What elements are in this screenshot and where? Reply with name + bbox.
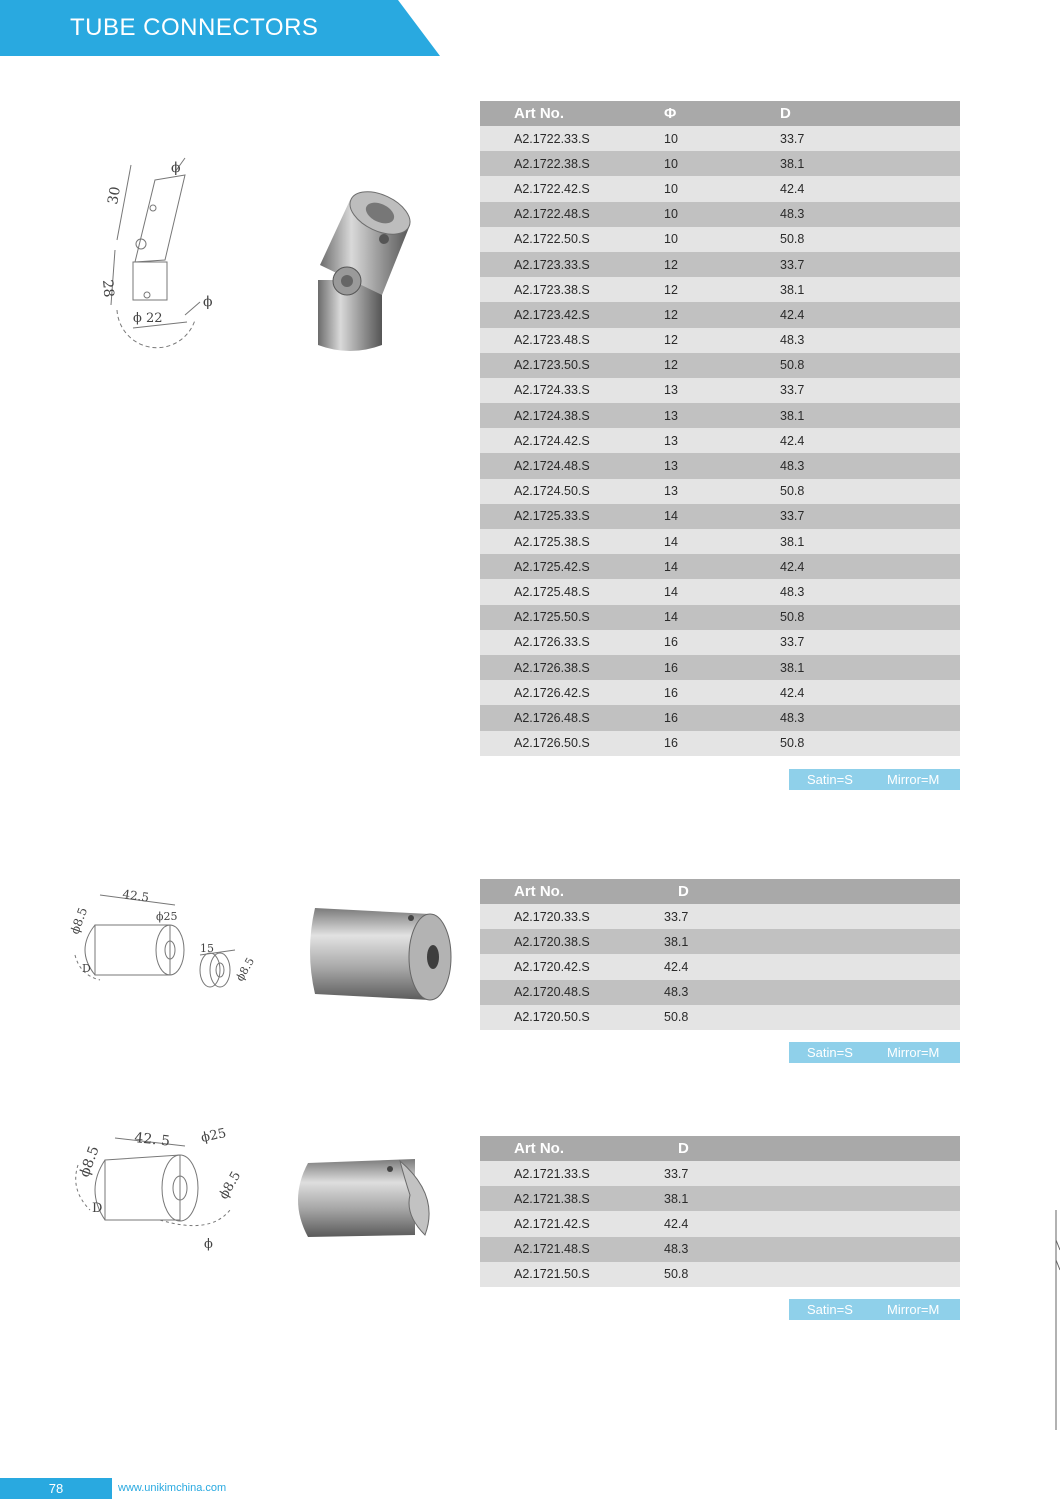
table-row [480,328,960,353]
d-cell: 48.3 [770,579,960,604]
art-no-cell: A2.1724.33.S [480,378,654,403]
swivel-connector-drawing [95,150,235,360]
d-cell: 38.1 [770,151,960,176]
phi-cell: 12 [654,252,770,277]
art-no-cell: A2.1723.38.S [480,277,654,302]
table-row [480,302,960,327]
finish-legend [789,1042,960,1063]
art-no-cell: A2.1723.50.S [480,353,654,378]
d-cell: 42.4 [770,176,960,201]
end-saddle-pin-dia: ϕ8.5 [216,1168,245,1202]
phi-cell: 13 [654,403,770,428]
d-cell: 38.1 [770,277,960,302]
table-row [480,655,960,680]
phi-cell: 10 [654,202,770,227]
col-header-art-no: Art No. [480,879,654,904]
finish-mirror: Mirror=M [887,1045,940,1060]
end-saddle-dia-a: ϕ8.5 [76,1144,103,1180]
art-no-cell: A2.1722.33.S [480,126,654,151]
d-cell: 33.7 [654,904,960,929]
art-no-cell: A2.1723.33.S [480,252,654,277]
art-no-cell: A2.1720.42.S [480,954,654,979]
page-title: TUBE CONNECTORS [70,14,319,41]
d-cell: 38.1 [770,655,960,680]
d-cell: 50.8 [654,1005,960,1030]
end-saddle-d-label: D [92,1201,103,1216]
table-row [480,1211,960,1236]
end-plug-length: 42.5 [121,887,150,905]
end-plug-photo [305,900,455,1010]
art-no-cell: A2.1720.33.S [480,904,654,929]
finish-satin: Satin=S [807,1302,853,1317]
end-saddle-phi: ϕ [204,1237,213,1252]
end-plug-drawing [60,880,280,1010]
spec-table-body [480,1161,960,1287]
spec-table-body [480,904,960,1030]
table-row [480,378,960,403]
swivel-tube-phi: ϕ [203,294,213,310]
phi-cell: 12 [654,302,770,327]
d-cell: 48.3 [654,1237,960,1262]
art-no-cell: A2.1725.38.S [480,529,654,554]
art-no-cell: A2.1725.33.S [480,504,654,529]
phi-cell: 14 [654,605,770,630]
footer-url[interactable]: www.unikimchina.com [118,1482,227,1494]
end-saddle-drawing [60,1120,260,1260]
d-cell: 33.7 [770,630,960,655]
phi-cell: 12 [654,353,770,378]
phi-cell: 14 [654,579,770,604]
phi-cell: 16 [654,630,770,655]
d-cell: 42.4 [770,680,960,705]
table-row [480,277,960,302]
art-no-cell: A2.1721.50.S [480,1262,654,1287]
col-header-phi: Φ [654,101,770,126]
art-no-cell: A2.1724.42.S [480,428,654,453]
end-saddle-length: 42. 5 [133,1130,171,1150]
art-no-cell: A2.1721.33.S [480,1161,654,1186]
table-row [480,705,960,730]
art-no-cell: A2.1720.50.S [480,1005,654,1030]
table-row [480,630,960,655]
d-cell: 50.8 [654,1262,960,1287]
phi-cell: 13 [654,378,770,403]
art-no-cell: A2.1726.38.S [480,655,654,680]
table-row [480,731,960,756]
swivel-length-top: 30 [105,185,125,206]
table-row [480,605,960,630]
phi-cell: 16 [654,680,770,705]
art-no-cell: A2.1726.42.S [480,680,654,705]
art-no-cell: A2.1724.50.S [480,479,654,504]
swivel-phi-label: ϕ [171,160,181,176]
phi-cell: 10 [654,227,770,252]
spec-table-end-saddle [480,1136,960,1287]
art-no-cell: A2.1723.48.S [480,328,654,353]
table-row [480,176,960,201]
swivel-base-dia: ϕ 22 [133,311,163,326]
art-no-cell: A2.1723.42.S [480,302,654,327]
art-no-cell: A2.1726.50.S [480,731,654,756]
col-header-d: D [654,1136,960,1161]
phi-cell: 13 [654,453,770,478]
phi-cell: 10 [654,126,770,151]
d-cell: 50.8 [770,731,960,756]
art-no-cell: A2.1720.38.S [480,929,654,954]
table-row [480,252,960,277]
d-cell: 33.7 [654,1161,960,1186]
finish-satin: Satin=S [807,772,853,787]
end-saddle-photo [290,1155,440,1245]
art-no-cell: A2.1726.33.S [480,630,654,655]
art-no-cell: A2.1720.48.S [480,980,654,1005]
d-cell: 42.4 [654,1211,960,1236]
finish-legend [789,1299,960,1320]
d-cell: 33.7 [770,252,960,277]
d-cell: 33.7 [770,504,960,529]
phi-cell: 16 [654,705,770,730]
phi-cell: 14 [654,504,770,529]
d-cell: 50.8 [770,227,960,252]
table-row [480,126,960,151]
table-row [480,1005,960,1030]
col-header-d: D [654,879,960,904]
d-cell: 33.7 [770,126,960,151]
art-no-cell: A2.1726.48.S [480,705,654,730]
art-no-cell: A2.1724.48.S [480,453,654,478]
table-row [480,680,960,705]
table-row [480,980,960,1005]
table-row [480,904,960,929]
table-row [480,428,960,453]
table-row [480,1186,960,1211]
end-plug-pin-length: 15 [200,942,214,955]
d-cell: 50.8 [770,479,960,504]
table-row [480,1161,960,1186]
art-no-cell: A2.1725.48.S [480,579,654,604]
table-row [480,353,960,378]
d-cell: 50.8 [770,605,960,630]
table-row [480,453,960,478]
finish-mirror: Mirror=M [887,772,940,787]
art-no-cell: A2.1722.50.S [480,227,654,252]
art-no-cell: A2.1721.42.S [480,1211,654,1236]
swivel-connector-photo [310,185,420,360]
end-plug-pin-dia: ϕ8.5 [233,955,258,984]
d-cell: 48.3 [770,453,960,478]
phi-cell: 12 [654,277,770,302]
col-header-d: D [770,101,960,126]
spec-table-swivel [480,101,960,756]
art-no-cell: A2.1722.48.S [480,202,654,227]
table-row [480,579,960,604]
d-cell: 48.3 [654,980,960,1005]
phi-cell: 10 [654,151,770,176]
page-edge-mark [1052,1210,1060,1430]
col-header-art-no: Art No. [480,1136,654,1161]
d-cell: 48.3 [770,202,960,227]
end-plug-dia-b: ϕ25 [156,910,178,923]
finish-satin: Satin=S [807,1045,853,1060]
phi-cell: 16 [654,731,770,756]
d-cell: 48.3 [770,328,960,353]
phi-cell: 10 [654,176,770,201]
table-row [480,504,960,529]
phi-cell: 13 [654,479,770,504]
art-no-cell: A2.1724.38.S [480,403,654,428]
end-plug-d-label: D [82,962,91,975]
d-cell: 42.4 [654,954,960,979]
table-row [480,403,960,428]
art-no-cell: A2.1725.42.S [480,554,654,579]
d-cell: 38.1 [654,1186,960,1211]
phi-cell: 14 [654,554,770,579]
art-no-cell: A2.1725.50.S [480,605,654,630]
table-row [480,529,960,554]
col-header-art-no: Art No. [480,101,654,126]
phi-cell: 16 [654,655,770,680]
table-row [480,227,960,252]
table-row [480,202,960,227]
d-cell: 42.4 [770,302,960,327]
end-saddle-dia-b: ϕ25 [199,1125,228,1146]
spec-table-end-plug [480,879,960,1030]
phi-cell: 12 [654,328,770,353]
d-cell: 38.1 [654,929,960,954]
phi-cell: 14 [654,529,770,554]
finish-mirror: Mirror=M [887,1302,940,1317]
finish-legend [789,769,960,790]
d-cell: 38.1 [770,529,960,554]
art-no-cell: A2.1721.38.S [480,1186,654,1211]
swivel-length-bottom: 28 [99,278,117,299]
art-no-cell: A2.1722.42.S [480,176,654,201]
table-row [480,554,960,579]
table-row [480,479,960,504]
spec-table-body [480,126,960,756]
footer-page-number: 78 [0,1478,112,1499]
d-cell: 48.3 [770,705,960,730]
table-row [480,1262,960,1287]
table-row [480,954,960,979]
art-no-cell: A2.1721.48.S [480,1237,654,1262]
table-row [480,1237,960,1262]
d-cell: 42.4 [770,428,960,453]
phi-cell: 13 [654,428,770,453]
table-row [480,151,960,176]
end-plug-dia-a: ϕ8.5 [67,905,91,937]
art-no-cell: A2.1722.38.S [480,151,654,176]
d-cell: 33.7 [770,378,960,403]
d-cell: 38.1 [770,403,960,428]
d-cell: 50.8 [770,353,960,378]
table-row [480,929,960,954]
d-cell: 42.4 [770,554,960,579]
